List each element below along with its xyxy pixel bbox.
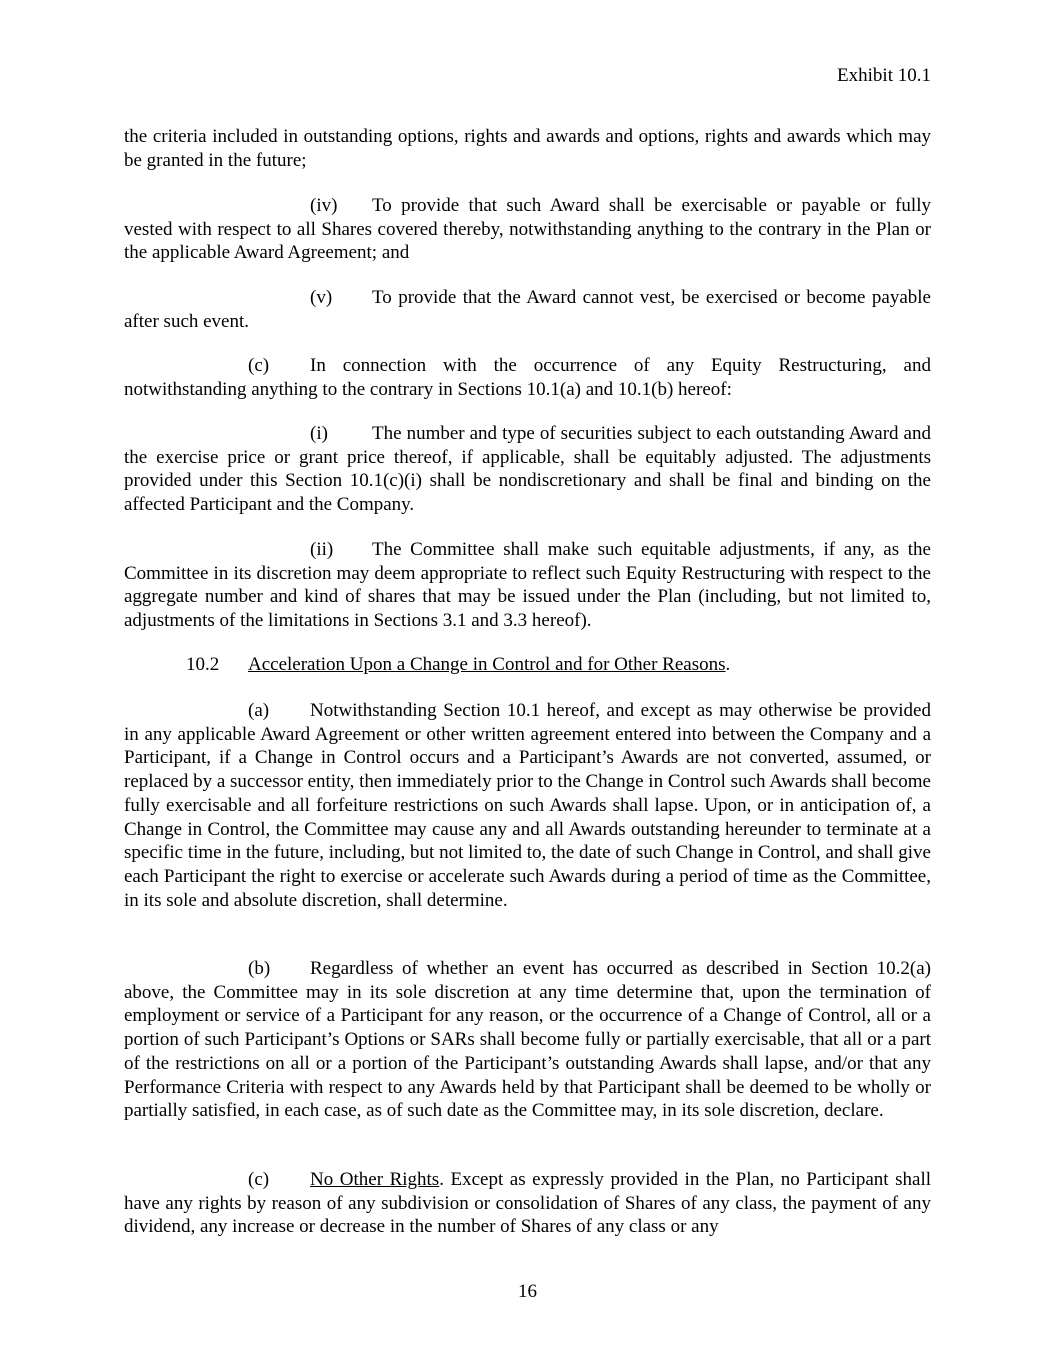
paragraph-text: To provide that the Award cannot vest, be exercised or become payable after such event. (124, 287, 931, 332)
paragraph-text: the criteria included in outstanding options, rights and awards and options, rights and awards which may be granted in the future; (124, 126, 931, 171)
item-number: (ii) (310, 539, 334, 560)
section-number: 10.2 (186, 654, 220, 675)
paragraph-text: In connection with the occurrence of any Equity Restructuring, and notwithstanding anything to the contrary in Sections 10.1(a) and 10.1(b) hereof: (124, 355, 931, 400)
page-number: 16 (518, 1281, 537, 1302)
item-number: (v) (310, 287, 333, 308)
section-heading (186, 653, 730, 677)
paragraph-b (124, 957, 931, 1123)
paragraph-text: The Committee shall make such equitable adjustments, if any, as the Committee in its discretion may deem appropriate to reflect such Equity Restructuring with respect to the aggregate number and kind of shares that may be issued under the Plan (including, but not limited to, adjustments of the limitations in Sections 3.1 and 3.3 hereof). (124, 539, 931, 632)
paragraph-text: The number and type of securities subject to each outstanding Award and the exercise price or grant price thereof, if applicable, shall be equitably adjusted. The adjustments provided under this Section 10.1(c)(i) shall be nondiscretionary and shall be final and binding on the affected Participant and the Company. (124, 423, 931, 516)
paragraph-text: To provide that such Award shall be exercisable or payable or fully vested with respect to all Shares covered thereby, notwithstanding anything to the contrary in the Plan or the applicable Award Agreement; and (124, 195, 931, 264)
item-number: (c) (248, 355, 270, 376)
paragraph-iv (124, 194, 931, 265)
paragraph-c-no-other-rights (124, 1168, 931, 1239)
section-title-period: . (725, 654, 731, 675)
item-number: (c) (248, 1169, 270, 1190)
item-number: (iv) (310, 195, 338, 216)
item-number: (a) (248, 700, 270, 721)
exhibit-label: Exhibit 10.1 (837, 65, 931, 86)
paragraph-c (124, 354, 931, 401)
section-title: Acceleration Upon a Change in Control and for Other Reasons (248, 654, 726, 675)
paragraph-a (124, 699, 931, 912)
paragraph-v (124, 286, 931, 333)
item-number: (i) (310, 423, 328, 444)
paragraph-i (124, 422, 931, 517)
paragraph-text: Regardless of whether an event has occurred as described in Section 10.2(a) above, the Committee may in its sole discretion at any time determine that, upon the termination of employment or service of a Participant for any reason, or the occurrence of a Change of Control, all or a portion of such Participant’s Options or SARs shall become fully or partially exercisable, that all or a part of the restrictions on all or a portion of the Participant’s outstanding Awards shall lapse, and/or that any Performance Criteria with respect to any Awards held by that Participant shall be deemed to be wholly or partially satisfied, in each case, as of such date as the Committee may, in its sole discretion, declare. (124, 958, 931, 1122)
paragraph-text: . Except as expressly provided in the Plan, no Participant shall have any rights by reason of any subdivision or consolidation of Shares of any class, the payment of any dividend, any increase or decrease in the number of Shares of any class or any (124, 1169, 931, 1238)
item-number: (b) (248, 958, 271, 979)
paragraph-ii (124, 538, 931, 633)
paragraph-continuation (124, 125, 931, 172)
paragraph-title: No Other Rights (310, 1169, 440, 1190)
paragraph-text: Notwithstanding Section 10.1 hereof, and except as may otherwise be provided in any applicable Award Agreement or other written agreement entered into between the Company and a Participant, if a Change in Control occurs and a Participant’s Awards are not converted, assumed, or replaced by a successor entity, then immediately prior to the Change in Control such Awards shall become fully exercisable and all forfeiture restrictions on such Awards shall lapse. Upon, or in anticipation of, a Change in Control, the Committee may cause any and all Awards outstanding hereunder to terminate at a specific time in the future, including, but not limited to, the date of such Change in Control, and shall give each Participant the right to exercise or accelerate such Awards during a period of time as the Committee, in its sole and absolute discretion, shall determine. (124, 700, 931, 911)
